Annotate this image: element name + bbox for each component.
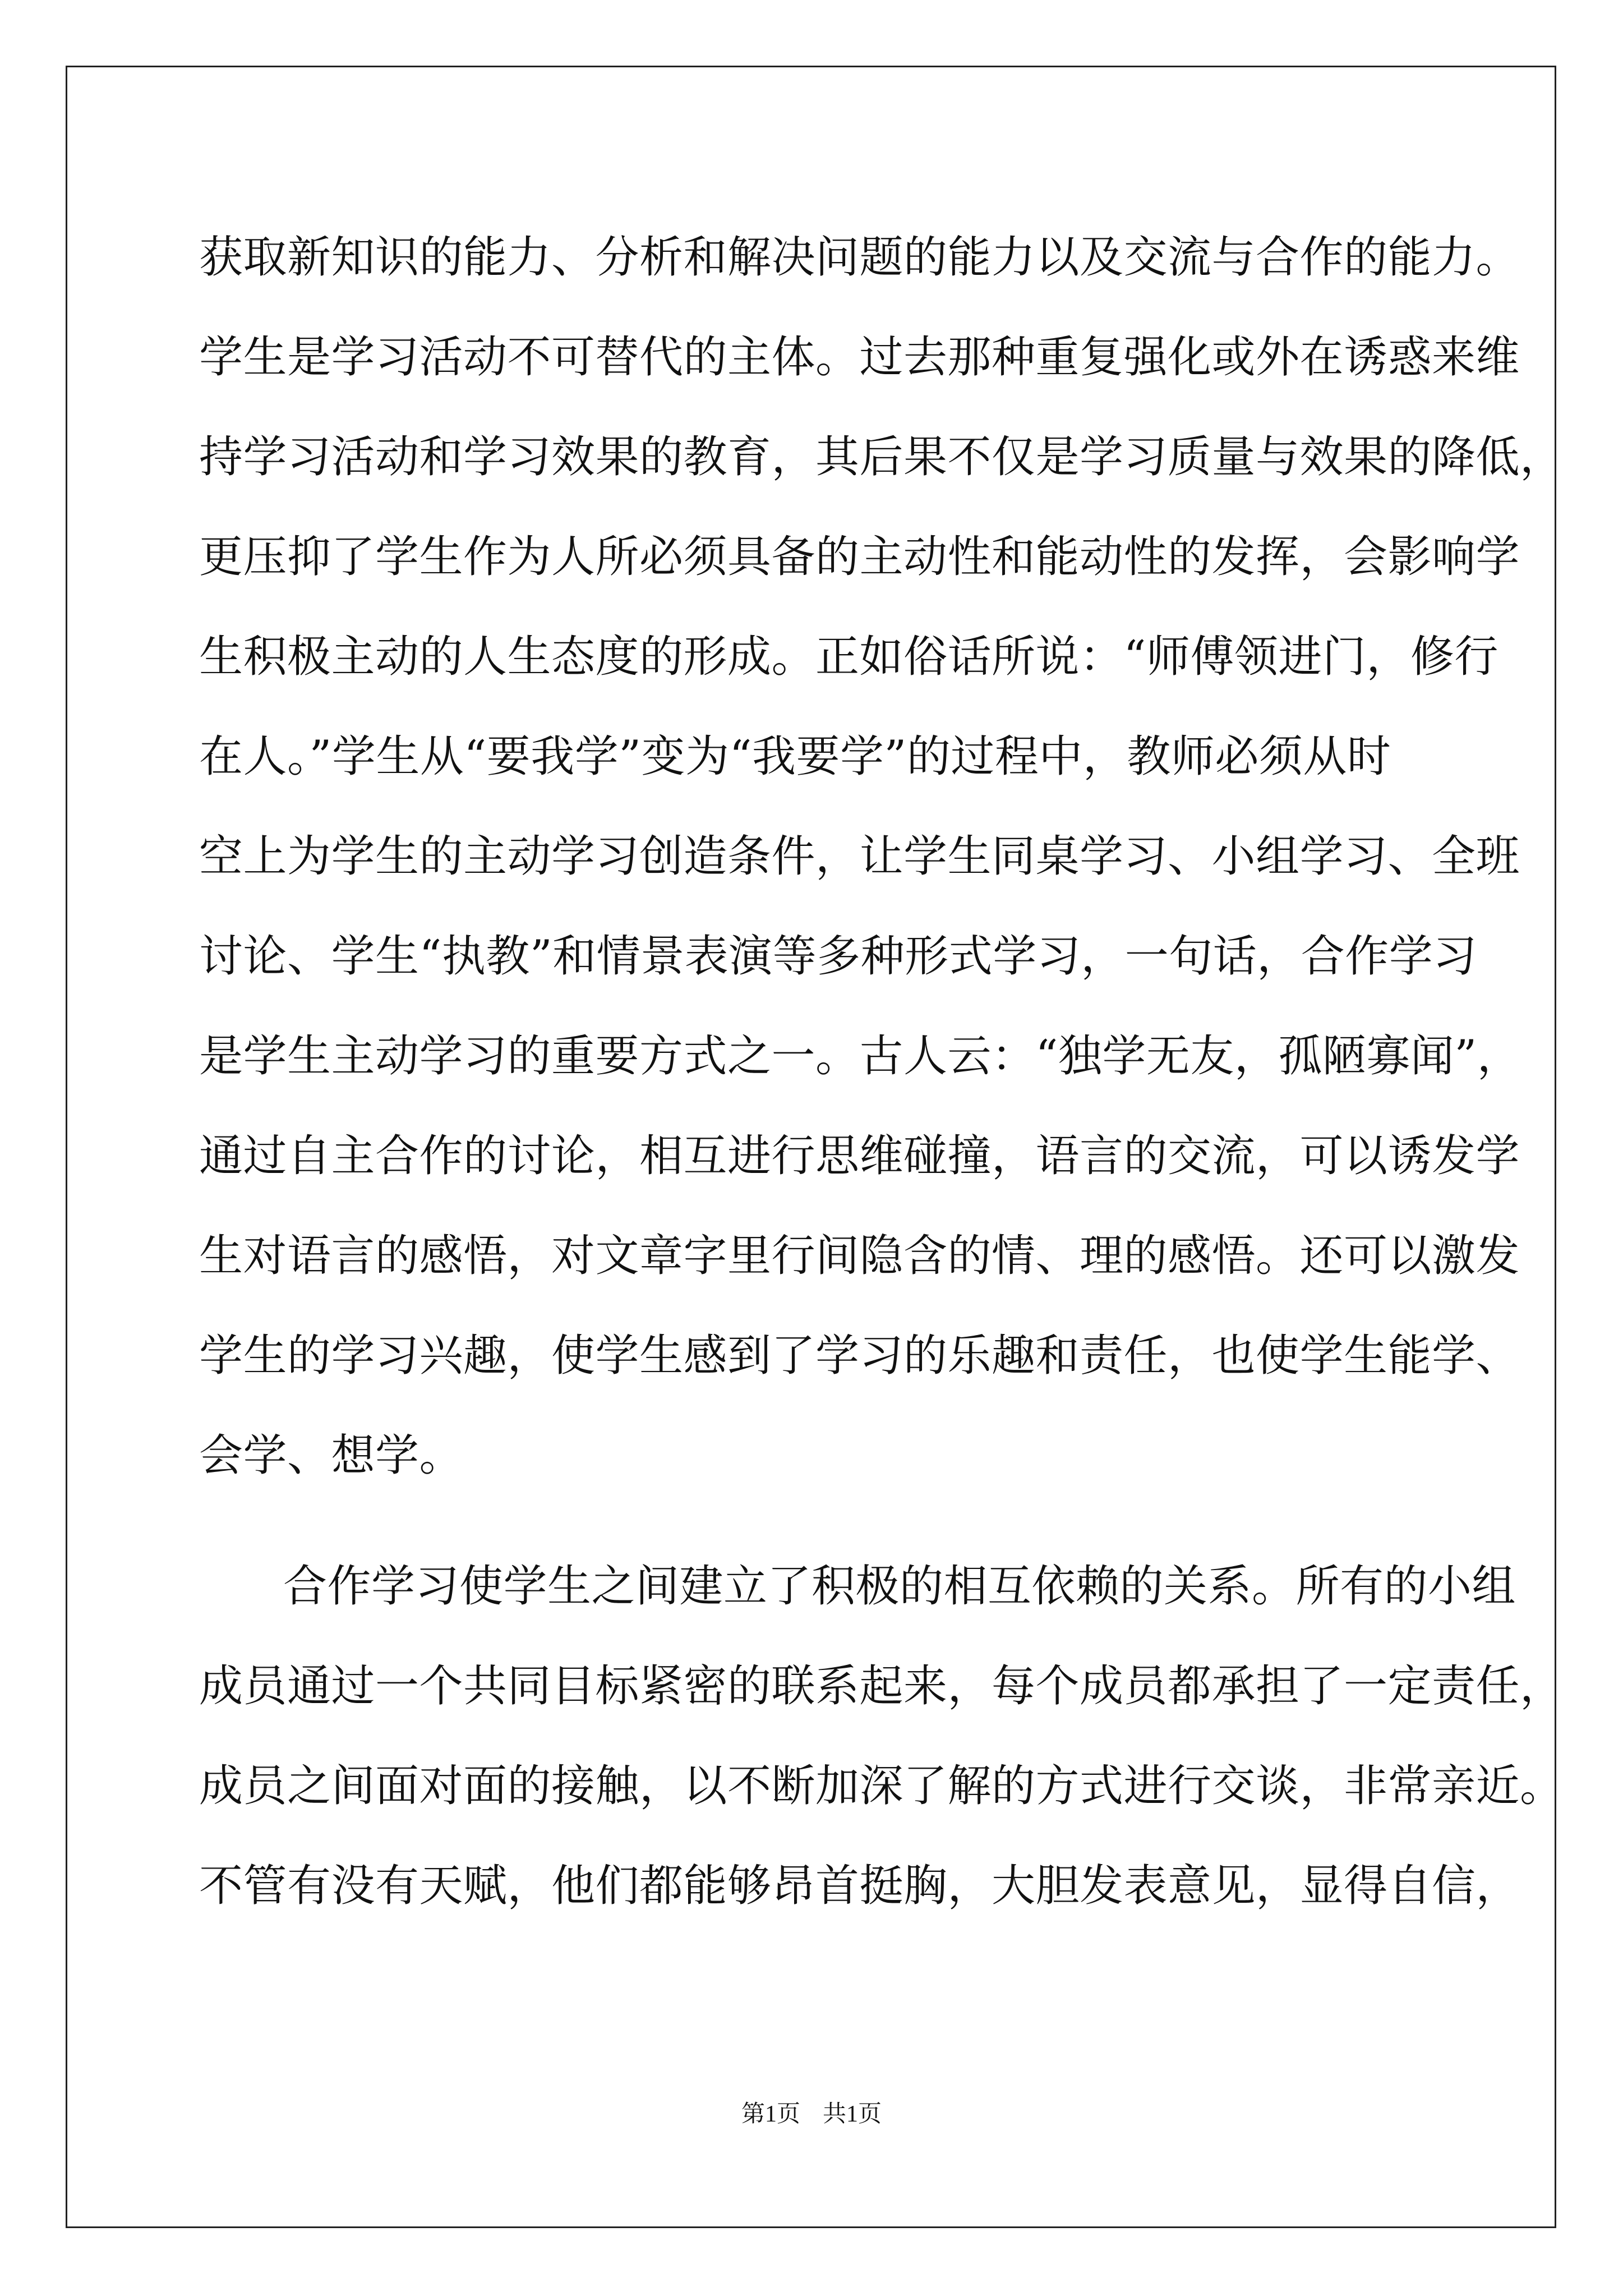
- text-line: 不管有没有天赋，他们都能够昂首挺胸，大胆发表意见，显得自信，: [199, 1861, 1520, 1911]
- text-line: 成员通过一个共同目标紧密的联系起来，每个成员都承担了一定责任，: [199, 1661, 1564, 1711]
- text-line: 在人。”学生从“要我学”变为“我要学”的过程中，教师必须从时: [199, 731, 1391, 782]
- text-line: 成员之间面对面的接触，以不断加深了解的方式进行交谈，非常亲近。: [199, 1761, 1564, 1811]
- text-line: 通过自主合作的讨论，相互进行思维碰撞，语言的交流，可以诱发学: [199, 1131, 1520, 1181]
- text-line: 讨论、学生“执教”和情景表演等多种形式学习，一句话，合作学习: [199, 931, 1477, 982]
- text-line: 会学、想学。: [199, 1430, 464, 1481]
- text-line: 生对语言的感悟，对文章字里行间隐含的情、理的感悟。还可以激发: [199, 1231, 1520, 1281]
- document-body: [199, 208, 1564, 1936]
- text-line: 持学习活动和学习效果的教育，其后果不仅是学习质量与效果的降低，: [199, 432, 1564, 482]
- text-line: 学生是学习活动不可替代的主体。过去那种重复强化或外在诱惑来维: [199, 332, 1520, 383]
- text-line: 更压抑了学生作为人所必须具备的主动性和能动性的发挥，会影响学: [199, 532, 1520, 582]
- text-line: 生积极主动的人生态度的形成。正如俗话所说：“师傅领进门，修行: [199, 632, 1498, 682]
- page-count: 共1页: [823, 2101, 882, 2127]
- page-footer: [0, 2095, 1623, 2129]
- text-line: 空上为学生的主动学习创造条件，让学生同桌学习、小组学习、全班: [199, 831, 1520, 882]
- text-line: 是学生主动学习的重要方式之一。古人云：“独学无友，孤陋寡闻”，: [199, 1031, 1521, 1082]
- page-number: 第1页: [741, 2101, 800, 2127]
- text-line: 学生的学习兴趣，使学生感到了学习的乐趣和责任，也使学生能学、: [199, 1331, 1520, 1381]
- text-line: 获取新知识的能力、分析和解决问题的能力以及交流与合作的能力。: [199, 232, 1520, 283]
- paragraph-first-line: 合作学习使学生之间建立了积极的相互依赖的关系。所有的小组: [283, 1561, 1516, 1612]
